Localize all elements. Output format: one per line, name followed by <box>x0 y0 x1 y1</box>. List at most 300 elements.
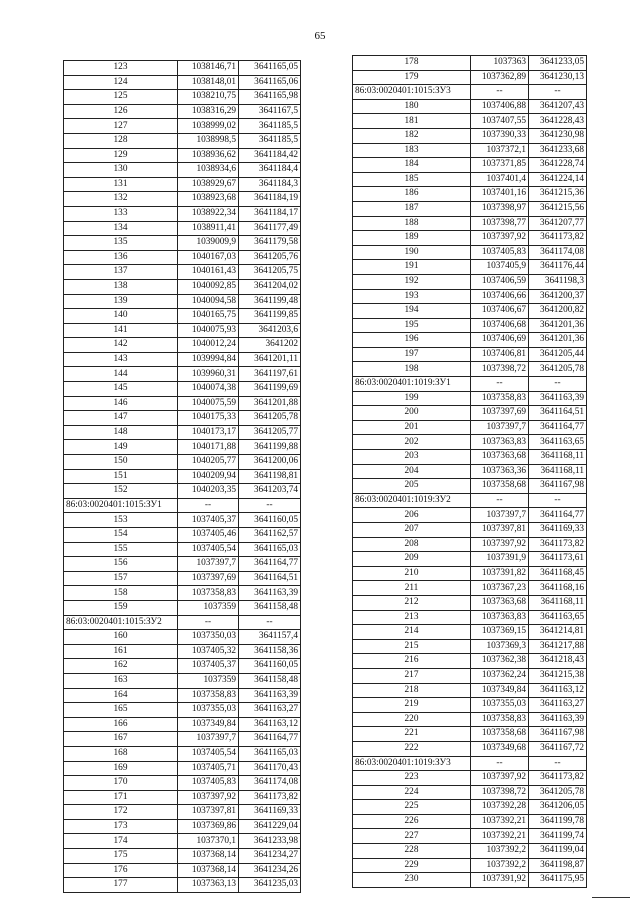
dash-cell: -- <box>529 756 587 771</box>
coordinate-y: 3641168,11 <box>529 464 587 479</box>
table-row <box>64 425 301 440</box>
coordinate-x: 1037397,92 <box>471 771 529 786</box>
zone-header-row <box>353 85 587 100</box>
dash-cell: -- <box>529 85 587 100</box>
table-row <box>64 382 301 397</box>
point-number: 228 <box>353 844 471 859</box>
coordinate-y: 3641203,6 <box>239 323 301 338</box>
coordinate-y: 3641185,5 <box>239 133 301 148</box>
table-row <box>353 347 587 362</box>
coordinate-x: 1037355,03 <box>471 698 529 713</box>
coordinate-x: 1038922,34 <box>178 206 239 221</box>
coordinate-y: 3641163,39 <box>239 586 301 601</box>
coordinate-y: 3641176,44 <box>529 260 587 275</box>
point-number: 178 <box>353 56 471 71</box>
coordinate-y: 3641163,39 <box>529 712 587 727</box>
coordinate-y: 3641165,03 <box>239 542 301 557</box>
coordinate-y: 3641173,82 <box>529 231 587 246</box>
coordinate-x: 1037391,92 <box>471 873 529 888</box>
coordinate-x: 1040167,03 <box>178 250 239 265</box>
coordinate-y: 3641174,08 <box>239 776 301 791</box>
coordinate-x: 1037405,54 <box>178 746 239 761</box>
coordinate-x: 1037405,71 <box>178 761 239 776</box>
point-number: 215 <box>353 639 471 654</box>
point-number: 161 <box>64 644 178 659</box>
page-number: 65 <box>314 30 326 42</box>
coordinate-x: 1037406,69 <box>471 333 529 348</box>
table-row <box>64 571 301 586</box>
coordinate-y: 3641215,36 <box>529 187 587 202</box>
point-number: 147 <box>64 411 178 426</box>
point-number: 192 <box>353 274 471 289</box>
coordinate-x: 1037363,83 <box>471 435 529 450</box>
zone-cadastral-number: 86:03:0020401:1019:ЗУ1 <box>353 377 471 392</box>
coordinate-x: 1037406,67 <box>471 304 529 319</box>
table-row <box>353 523 587 538</box>
coordinate-y: 3641173,61 <box>529 552 587 567</box>
point-number: 168 <box>64 746 178 761</box>
coordinate-y: 3641207,43 <box>529 99 587 114</box>
table-row <box>64 119 301 134</box>
coordinate-x: 1038929,67 <box>178 177 239 192</box>
point-number: 125 <box>64 90 178 105</box>
dash-cell: -- <box>239 498 301 513</box>
zone-header-row <box>64 615 301 630</box>
table-row <box>64 776 301 791</box>
coordinate-x: 1037367,23 <box>471 581 529 596</box>
coordinate-x: 1040209,94 <box>178 469 239 484</box>
point-number: 222 <box>353 741 471 756</box>
table-row <box>64 513 301 528</box>
coordinate-y: 3641184,17 <box>239 206 301 221</box>
point-number: 207 <box>353 523 471 538</box>
table-row <box>353 625 587 640</box>
coordinate-x: 1037406,68 <box>471 318 529 333</box>
table-row <box>353 391 587 406</box>
coordinate-x: 1040171,88 <box>178 440 239 455</box>
coordinate-x: 1037358,83 <box>178 688 239 703</box>
coordinate-x: 1039009,9 <box>178 236 239 251</box>
coordinate-x: 1037397,69 <box>178 571 239 586</box>
coordinate-x: 1037398,72 <box>471 785 529 800</box>
point-number: 177 <box>64 878 178 893</box>
point-number: 144 <box>64 367 178 382</box>
point-number: 133 <box>64 206 178 221</box>
table-row <box>353 668 587 683</box>
coordinate-x: 1038999,02 <box>178 119 239 134</box>
table-row <box>353 70 587 85</box>
table-row <box>64 790 301 805</box>
point-number: 208 <box>353 537 471 552</box>
coordinate-x: 1037369,3 <box>471 639 529 654</box>
point-number: 150 <box>64 455 178 470</box>
point-number: 167 <box>64 732 178 747</box>
coordinate-y: 3641199,88 <box>239 440 301 455</box>
coordinate-y: 3641163,65 <box>529 610 587 625</box>
point-number: 124 <box>64 75 178 90</box>
point-number: 132 <box>64 192 178 207</box>
table-row <box>353 712 587 727</box>
point-number: 196 <box>353 333 471 348</box>
table-row <box>64 440 301 455</box>
point-number: 139 <box>64 294 178 309</box>
coordinate-y: 3641168,16 <box>529 581 587 596</box>
table-row <box>64 338 301 353</box>
coordinate-y: 3641163,12 <box>529 683 587 698</box>
coordinate-x: 1037397,69 <box>471 406 529 421</box>
coordinate-y: 3641200,06 <box>239 455 301 470</box>
coordinate-x: 1037406,88 <box>471 99 529 114</box>
point-number: 211 <box>353 581 471 596</box>
table-row <box>64 849 301 864</box>
coordinate-x: 1037405,83 <box>471 245 529 260</box>
coordinate-x: 1037349,68 <box>471 741 529 756</box>
coordinate-x: 1037397,7 <box>471 508 529 523</box>
coordinate-x: 1037397,7 <box>178 732 239 747</box>
table-row <box>64 659 301 674</box>
coordinate-x: 1037406,59 <box>471 274 529 289</box>
point-number: 145 <box>64 382 178 397</box>
zone-header-row <box>64 498 301 513</box>
coordinate-y: 3641164,77 <box>239 732 301 747</box>
table-row <box>353 727 587 742</box>
coordinate-x: 1039960,31 <box>178 367 239 382</box>
footer-rule <box>592 897 630 898</box>
coordinate-x: 1037398,72 <box>471 362 529 377</box>
coordinate-y: 3641235,03 <box>239 878 301 893</box>
coordinate-x: 1038923,68 <box>178 192 239 207</box>
point-number: 126 <box>64 104 178 119</box>
coordinate-y: 3641199,74 <box>529 829 587 844</box>
point-number: 156 <box>64 557 178 572</box>
point-number: 158 <box>64 586 178 601</box>
coordinate-y: 3641165,06 <box>239 75 301 90</box>
coordinate-x: 1037358,83 <box>178 586 239 601</box>
coordinate-y: 3641173,82 <box>529 537 587 552</box>
table-row <box>353 581 587 596</box>
zone-cadastral-number: 86:03:0020401:1015:ЗУ1 <box>64 498 178 513</box>
point-number: 205 <box>353 479 471 494</box>
table-row <box>64 834 301 849</box>
coordinate-x: 1037349,84 <box>471 683 529 698</box>
coordinate-x: 1037372,1 <box>471 143 529 158</box>
table-row <box>353 566 587 581</box>
table-row <box>64 644 301 659</box>
coordinate-y: 3641201,88 <box>239 396 301 411</box>
point-number: 138 <box>64 279 178 294</box>
coordinate-x: 1037371,85 <box>471 158 529 173</box>
coordinate-x: 1037368,14 <box>178 863 239 878</box>
table-row <box>353 698 587 713</box>
coordinate-y: 3641205,78 <box>529 362 587 377</box>
dash-cell: -- <box>529 493 587 508</box>
point-number: 190 <box>353 245 471 260</box>
table-row <box>353 610 587 625</box>
table-row <box>353 464 587 479</box>
coordinate-x: 1037398,97 <box>471 201 529 216</box>
coordinate-y: 3641228,43 <box>529 114 587 129</box>
coordinate-y: 3641230,98 <box>529 128 587 143</box>
point-number: 191 <box>353 260 471 275</box>
point-number: 148 <box>64 425 178 440</box>
coordinate-y: 3641179,58 <box>239 236 301 251</box>
coordinate-y: 3641198,3 <box>529 274 587 289</box>
coordinate-y: 3641228,74 <box>529 158 587 173</box>
coordinate-y: 3641158,48 <box>239 600 301 615</box>
coordinate-y: 3641217,88 <box>529 639 587 654</box>
coordinate-x: 1037358,83 <box>471 391 529 406</box>
point-number: 220 <box>353 712 471 727</box>
coordinate-y: 3641197,61 <box>239 367 301 382</box>
dash-cell: -- <box>471 85 529 100</box>
coordinate-x: 1037392,2 <box>471 844 529 859</box>
coordinate-y: 3641163,27 <box>529 698 587 713</box>
point-number: 151 <box>64 469 178 484</box>
table-row <box>64 600 301 615</box>
coordinate-y: 3641230,13 <box>529 70 587 85</box>
point-number: 163 <box>64 673 178 688</box>
table-row <box>64 133 301 148</box>
dash-cell: -- <box>471 756 529 771</box>
table-row <box>353 873 587 888</box>
coordinate-y: 3641233,05 <box>529 56 587 71</box>
coordinate-x: 1037363,13 <box>178 878 239 893</box>
coordinate-x: 1037369,15 <box>471 625 529 640</box>
coordinate-x: 1038911,41 <box>178 221 239 236</box>
table-row <box>64 309 301 324</box>
zone-cadastral-number: 86:03:0020401:1019:ЗУ2 <box>353 493 471 508</box>
point-number: 162 <box>64 659 178 674</box>
table-row <box>64 206 301 221</box>
coordinate-x: 1037407,55 <box>471 114 529 129</box>
coordinate-y: 3641234,26 <box>239 863 301 878</box>
coordinate-x: 1038998,5 <box>178 133 239 148</box>
point-number: 195 <box>353 318 471 333</box>
coordinate-x: 1037390,33 <box>471 128 529 143</box>
coordinate-x: 1038934,6 <box>178 163 239 178</box>
table-row <box>64 717 301 732</box>
coordinate-x: 1037405,54 <box>178 542 239 557</box>
point-number: 165 <box>64 703 178 718</box>
point-number: 164 <box>64 688 178 703</box>
coordinate-y: 3641158,36 <box>239 644 301 659</box>
table-row <box>353 56 587 71</box>
coordinate-x: 1037401,4 <box>471 172 529 187</box>
coordinate-x: 1037405,37 <box>178 659 239 674</box>
table-row <box>353 187 587 202</box>
table-row <box>64 396 301 411</box>
coordinate-y: 3641165,05 <box>239 61 301 76</box>
point-number: 171 <box>64 790 178 805</box>
point-number: 180 <box>353 99 471 114</box>
coordinate-y: 3641184,4 <box>239 163 301 178</box>
point-number: 217 <box>353 668 471 683</box>
dash-cell: -- <box>471 493 529 508</box>
point-number: 204 <box>353 464 471 479</box>
table-row <box>64 703 301 718</box>
dash-cell: -- <box>239 615 301 630</box>
point-number: 181 <box>353 114 471 129</box>
point-number: 229 <box>353 858 471 873</box>
coordinates-table-left <box>63 60 301 893</box>
coordinate-y: 3641164,51 <box>239 571 301 586</box>
zone-header-row <box>353 756 587 771</box>
coordinate-y: 3641202 <box>239 338 301 353</box>
point-number: 186 <box>353 187 471 202</box>
point-number: 130 <box>64 163 178 178</box>
coordinate-x: 1037363,68 <box>471 595 529 610</box>
coordinate-x: 1040175,33 <box>178 411 239 426</box>
point-number: 134 <box>64 221 178 236</box>
coordinate-y: 3641165,03 <box>239 746 301 761</box>
table-row <box>64 455 301 470</box>
coordinate-y: 3641233,98 <box>239 834 301 849</box>
table-row <box>64 192 301 207</box>
coordinate-x: 1040092,85 <box>178 279 239 294</box>
table-row <box>353 362 587 377</box>
coordinate-x: 1037398,77 <box>471 216 529 231</box>
point-number: 135 <box>64 236 178 251</box>
coordinate-y: 3641218,43 <box>529 654 587 669</box>
zone-cadastral-number: 86:03:0020401:1019:ЗУ3 <box>353 756 471 771</box>
point-number: 143 <box>64 352 178 367</box>
point-number: 153 <box>64 513 178 528</box>
point-number: 223 <box>353 771 471 786</box>
point-number: 225 <box>353 800 471 815</box>
table-row <box>64 265 301 280</box>
coordinate-x: 1037349,84 <box>178 717 239 732</box>
coordinate-x: 1037363,36 <box>471 464 529 479</box>
coordinate-y: 3641184,42 <box>239 148 301 163</box>
coordinate-x: 1037355,03 <box>178 703 239 718</box>
coordinate-x: 1040165,75 <box>178 309 239 324</box>
table-row <box>64 469 301 484</box>
coordinate-x: 1037397,7 <box>178 557 239 572</box>
coordinate-x: 1037358,83 <box>471 712 529 727</box>
coordinate-y: 3641173,82 <box>239 790 301 805</box>
point-number: 198 <box>353 362 471 377</box>
coordinate-x: 1037392,2 <box>471 858 529 873</box>
coordinate-y: 3641169,33 <box>239 805 301 820</box>
coordinate-y: 3641206,05 <box>529 800 587 815</box>
coordinate-y: 3641201,11 <box>239 352 301 367</box>
point-number: 175 <box>64 849 178 864</box>
table-row <box>353 143 587 158</box>
table-row <box>64 411 301 426</box>
coordinate-x: 1037397,92 <box>471 537 529 552</box>
table-row <box>353 128 587 143</box>
table-row <box>353 785 587 800</box>
table-row <box>64 688 301 703</box>
coordinate-y: 3641175,95 <box>529 873 587 888</box>
coordinate-x: 1037397,92 <box>471 231 529 246</box>
coordinate-y: 3641163,27 <box>239 703 301 718</box>
coordinate-x: 1040173,17 <box>178 425 239 440</box>
point-number: 202 <box>353 435 471 450</box>
coordinate-x: 1037362,89 <box>471 70 529 85</box>
table-row <box>64 586 301 601</box>
dash-cell: -- <box>529 377 587 392</box>
table-row <box>353 260 587 275</box>
table-row <box>353 858 587 873</box>
table-row <box>353 318 587 333</box>
point-number: 184 <box>353 158 471 173</box>
coordinate-y: 3641164,77 <box>529 508 587 523</box>
point-number: 149 <box>64 440 178 455</box>
coordinate-x: 1037405,83 <box>178 776 239 791</box>
table-row <box>64 484 301 499</box>
point-number: 203 <box>353 450 471 465</box>
coordinate-x: 1037350,03 <box>178 630 239 645</box>
point-number: 212 <box>353 595 471 610</box>
coordinate-x: 1037358,68 <box>471 727 529 742</box>
coordinate-x: 1037392,21 <box>471 814 529 829</box>
table-row <box>64 163 301 178</box>
coordinate-x: 1040161,43 <box>178 265 239 280</box>
coordinate-y: 3641167,72 <box>529 741 587 756</box>
coordinate-y: 3641207,77 <box>529 216 587 231</box>
coordinate-y: 3641198,81 <box>239 469 301 484</box>
coordinate-x: 1038146,71 <box>178 61 239 76</box>
table-row <box>353 814 587 829</box>
coordinate-x: 1037397,7 <box>471 420 529 435</box>
table-row <box>64 323 301 338</box>
zone-header-row <box>353 377 587 392</box>
table-row <box>353 304 587 319</box>
point-number: 123 <box>64 61 178 76</box>
table-row <box>353 800 587 815</box>
table-row <box>64 177 301 192</box>
point-number: 174 <box>64 834 178 849</box>
table-row <box>64 279 301 294</box>
point-number: 213 <box>353 610 471 625</box>
table-row <box>353 508 587 523</box>
table-row <box>353 99 587 114</box>
coordinate-y: 3641198,87 <box>529 858 587 873</box>
coordinate-y: 3641163,39 <box>529 391 587 406</box>
dash-cell: -- <box>471 377 529 392</box>
table-row <box>353 406 587 421</box>
coordinate-x: 1037392,21 <box>471 829 529 844</box>
table-row <box>353 289 587 304</box>
table-row <box>64 557 301 572</box>
point-number: 173 <box>64 819 178 834</box>
table-row <box>64 630 301 645</box>
coordinate-x: 1037391,9 <box>471 552 529 567</box>
coordinate-y: 3641205,75 <box>239 265 301 280</box>
coordinate-x: 1037405,9 <box>471 260 529 275</box>
coordinate-y: 3641185,5 <box>239 119 301 134</box>
coordinate-y: 3641205,78 <box>239 411 301 426</box>
coordinate-x: 1040094,58 <box>178 294 239 309</box>
table-row <box>64 673 301 688</box>
coordinate-y: 3641201,36 <box>529 318 587 333</box>
coordinate-y: 3641157,4 <box>239 630 301 645</box>
table-row <box>353 231 587 246</box>
point-number: 206 <box>353 508 471 523</box>
coordinate-x: 1037406,66 <box>471 289 529 304</box>
coordinate-y: 3641160,05 <box>239 659 301 674</box>
point-number: 157 <box>64 571 178 586</box>
coordinate-x: 1040205,77 <box>178 455 239 470</box>
coordinate-y: 3641164,77 <box>239 557 301 572</box>
coordinate-y: 3641205,44 <box>529 347 587 362</box>
table-row <box>64 148 301 163</box>
coordinate-y: 3641199,78 <box>529 814 587 829</box>
table-row <box>64 878 301 893</box>
point-number: 179 <box>353 70 471 85</box>
point-number: 136 <box>64 250 178 265</box>
